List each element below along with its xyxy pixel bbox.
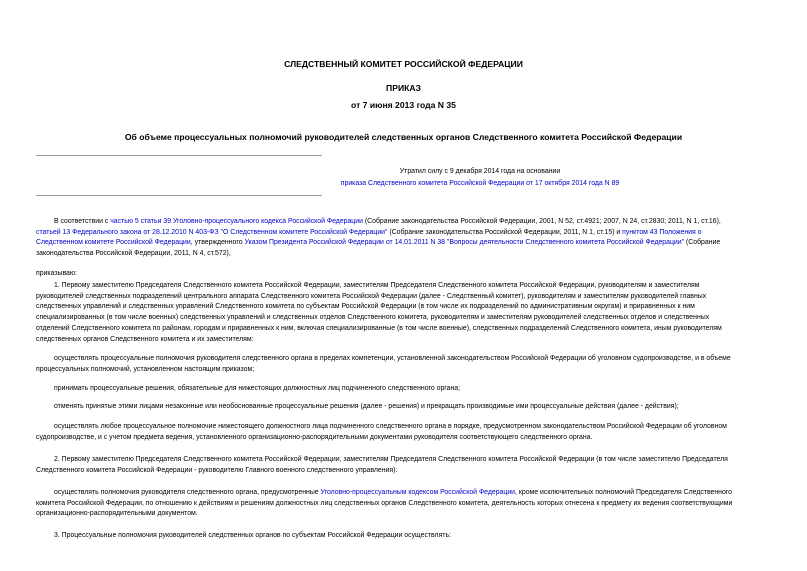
sub-item-5 — [36, 488, 770, 520]
federal-law-link[interactable]: статьей 13 Федерального закона от 28.12.2010 N 403-ФЗ "О Следственном комитете Российской Федерации" — [36, 228, 388, 236]
preamble-text-1: В соответствии с — [54, 218, 111, 225]
preamble-text-5: (Собрание — [684, 239, 721, 247]
sub-item-5-text: осуществлять полномочия руководителя следственного органа, предусмотренные — [54, 489, 321, 496]
item-1-line: 1. Первому заместителю Председателя Следственного комитета Российской Федерации, заместителям Председателя Следственного комитета Российской Федерации, руководителям и заместителям — [54, 282, 700, 289]
item-3-paragraph: 3. Процессуальные полномочия руководителей следственных органов по субъектам Российской Федерации осуществлять: — [54, 532, 451, 539]
item-1-line: отделений Следственного комитета по районам, городам и приравненных к ним, включая специализированные (в том числе военные), следственных подразделений Следственного комитета, иным руководителям — [36, 324, 722, 332]
sub-item-3: отменять принятые этими лицами незаконные или необоснованные процессуальные решения (далее - решения) и прекращать производимые ими процессуальные действия (далее - действия); — [54, 403, 679, 410]
repeal-notice: Утратил силу с 9 декабря 2014 года на основании — [399, 168, 561, 175]
item-2-line: Следственного комитета Российской Федерации - руководителю Главного военного следственного управления): — [36, 466, 398, 474]
upk-code-link[interactable]: Уголовно-процессуальным кодексом Российской Федерации — [320, 489, 516, 496]
sub-item-5-text-2: , кроме исключительных полномочий Председателя Следственного — [515, 489, 732, 496]
doc-type-heading: ПРИКАЗ — [386, 83, 421, 93]
upk-article-link[interactable]: частью 5 статьи 39 Уголовно-процессуального кодекса Российской Федерации — [110, 218, 363, 225]
sub-item-5-line: организационно-распорядительными документом. — [36, 510, 198, 518]
divider-top — [36, 155, 322, 156]
item-1-line: специализированных (в том числе военных) следственных управлений и следственных отделов Следственного комитета, руководителям и заместителям руководителей следственных отделов и следственных — [36, 314, 710, 322]
item-2-line: 2. Первому заместителю Председателя Следственного комитета Российской Федерации, заместителям Председателя Следственного комитета Российской Федерации (в том числе заместителю Председателя — [54, 456, 728, 463]
preamble-text-6: законодательства Российской Федерации, 2011, N 4, ст.572), — [36, 250, 231, 258]
divider-bottom — [36, 195, 322, 196]
preamble-text-2: (Собрание законодательства Российской Федерации, 2001, N 52, ст.4921; 2007, N 24, ст.2830; 2011, N 1, ст.16), — [362, 218, 721, 225]
order-word: приказываю: — [36, 270, 77, 277]
sub-item-2: принимать процессуальные решения, обязательные для нижестоящих должностных лиц подчиненного следственного органа; — [54, 385, 461, 392]
regulation-item-link[interactable]: пунктом 43 Положения о — [622, 228, 702, 236]
repeal-order-link[interactable]: приказа Следственного комитета Российской Федерации от 17 октября 2014 года N 89 — [340, 180, 620, 187]
sub-item-4 — [36, 422, 770, 443]
presidential-decree-link[interactable]: Указом Президента Российской Федерации от 14.01.2011 N 38 "Вопросы деятельности Следственного комитета Российской Федерации" — [244, 239, 685, 247]
item-1-line: следственных органов Следственного комитета и их заместителям: — [36, 335, 254, 343]
item-1-line: следственных управлений и следственных управлений Следственного комитета по субъектам Российской Федерации (в том числе их подразделений по административным округам) и приравненных к ним — [36, 303, 695, 311]
repeal-notice-link-line — [200, 180, 760, 187]
sub-item-1-line: осуществлять процессуальные полномочия руководителя следственного органа в пределах компетенции, установленной законодательством Российской Федерации об уголовном судопроизводстве, и в объеме — [54, 355, 731, 362]
item-2-paragraph — [36, 455, 770, 476]
preamble-paragraph — [36, 217, 770, 260]
doc-date-heading: от 7 июня 2013 года N 35 — [351, 100, 456, 110]
item-1-paragraph — [36, 281, 770, 345]
sub-item-1 — [36, 354, 770, 375]
sub-item-4-line: осуществлять любое процессуальное полномочие нижестоящего должностного лица подчиненного следственного органа в порядке, предусмотренном законодательством Российской Федерации об уголовном — [54, 423, 727, 430]
preamble-text-4: , утвержденного — [190, 239, 245, 247]
item-1-line: руководителей следственных подразделений центрального аппарата Следственного комитета Российской Федерации (далее - Следственный комитет), руководителям и заместителям руководителей главных — [36, 292, 707, 300]
org-heading: СЛЕДСТВЕННЫЙ КОМИТЕТ РОССИЙСКОЙ ФЕДЕРАЦИИ — [284, 59, 523, 69]
sub-item-4-line: судопроизводстве, и с учетом предмета ведения, установленного организационно-распорядительными документами руководителя соответствующего следственного органа. — [36, 433, 593, 441]
regulation-name-link[interactable]: Следственном комитете Российской Федерации — [36, 239, 191, 247]
preamble-text-3: (Собрание законодательства Российской Федерации, 2011, N 1, ст.15) и — [387, 228, 623, 236]
sub-item-5-line: комитета Российской Федерации, по отношению к действиям и решениям должностных лиц следственных органов Следственного комитета, деятельность которых отнесена к предмету их ведения соответствующими — [36, 499, 733, 507]
sub-item-1-line: процессуальных полномочий, установленном настоящим приказом; — [36, 365, 255, 373]
doc-title: Об объеме процессуальных полномочий руководителей следственных органов Следственного комитета Российской Федерации — [124, 132, 683, 142]
